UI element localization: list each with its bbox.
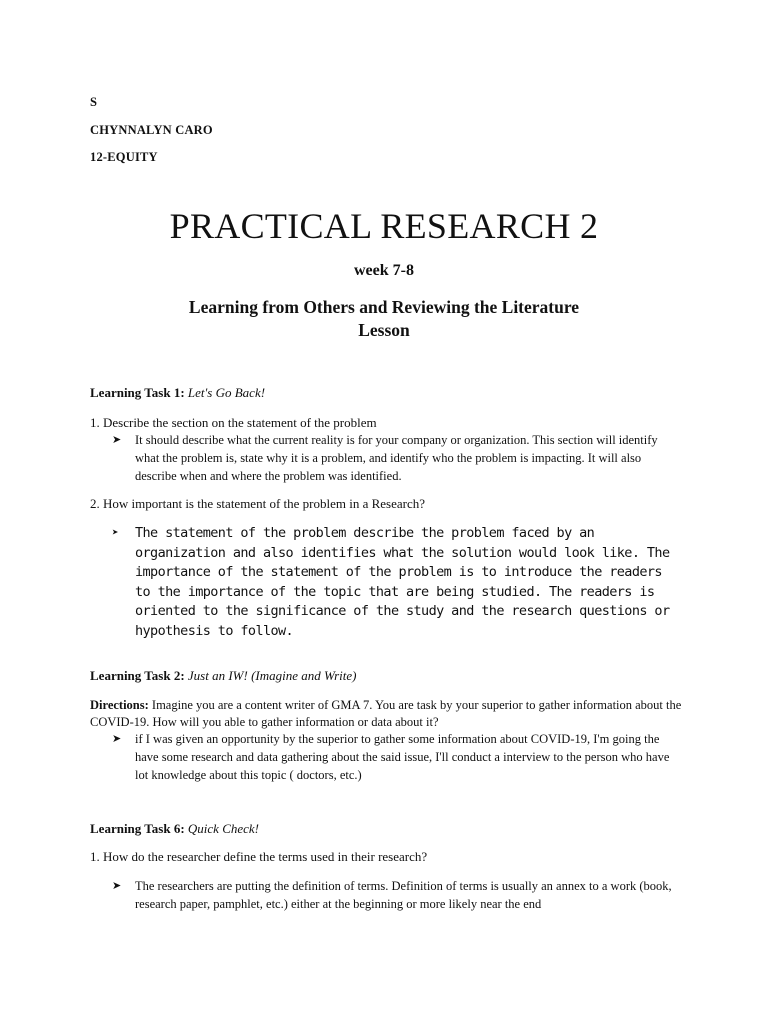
task-1-answer-2	[112, 524, 682, 641]
answer-text: The researchers are putting the definition of terms. Definition of terms is usually an annex to a work (book, research paper, pamphlet, etc.) either at the beginning or more likely near the end	[135, 879, 672, 911]
task-6-name: Quick Check!	[187, 821, 260, 836]
arrowhead-bullet-icon: ➤	[112, 733, 122, 745]
task-2-directions	[90, 697, 690, 731]
task-2-heading	[90, 668, 357, 684]
task-1-question-2: 2. How important is the statement of the problem in a Research?	[90, 496, 426, 511]
document-title: PRACTICAL RESEARCH 2	[169, 206, 599, 246]
student-section: 12-EQUITY	[90, 150, 158, 164]
task-2-answer	[112, 730, 682, 784]
answer-text: The statement of the problem describe the problem faced by an organization and also identifies what the solution would look like. The importance of the statement of the problem is to introduce the readers to the importance of the topic that are being studied. The readers is oriented to the significance of the study and the research questions or hypothesis to follow.	[135, 525, 670, 639]
task-1-name: Let's Go Back!	[187, 385, 266, 400]
header-initial: S	[90, 95, 98, 109]
lesson-word: Lesson	[358, 320, 410, 340]
answer-text: if I was given an opportunity by the superior to gather some information about COVID-19, I'm going the have some research and data gathering about the said issue, I'll conduct a interview to the person who have lot knowledge about this topic ( doctors, etc.)	[135, 732, 670, 782]
arrowhead-bullet-icon: ➤	[112, 880, 122, 892]
arrowhead-bullet-icon: ➤	[112, 526, 119, 539]
task-6-label: Learning Task 6:	[90, 821, 188, 836]
task-6-heading	[90, 821, 259, 837]
task-6-answer-1	[112, 877, 682, 913]
task-2-name: Just an IW! (Imagine and Write)	[187, 668, 357, 683]
answer-text: It should describe what the current reality is for your company or organization. This section will identify what the problem is, state why it is a problem, and identify who the problem is impacting. It will also describe when and where the problem was identified.	[135, 433, 658, 483]
task-1-heading	[90, 385, 265, 401]
task-6-question-1: 1. How do the researcher define the terms used in their research?	[90, 849, 428, 864]
directions-text: Imagine you are a content writer of GMA 7. You are task by your superior to gather information about the COVID-19. How will you able to gather information or data about it?	[90, 698, 682, 729]
task-2-label: Learning Task 2:	[90, 668, 188, 683]
lesson-title	[0, 296, 768, 342]
lesson-title-line: Learning from Others and Reviewing the Literature	[188, 297, 580, 317]
week-label: week 7-8	[354, 262, 414, 279]
directions-label: Directions:	[90, 698, 152, 712]
task-1-label: Learning Task 1:	[90, 385, 188, 400]
task-1-question-1: 1. Describe the section on the statement of the problem	[90, 415, 377, 430]
task-1-answer-1	[112, 431, 682, 485]
arrowhead-bullet-icon: ➤	[112, 434, 122, 446]
student-name: CHYNNALYN CARO	[90, 123, 213, 137]
